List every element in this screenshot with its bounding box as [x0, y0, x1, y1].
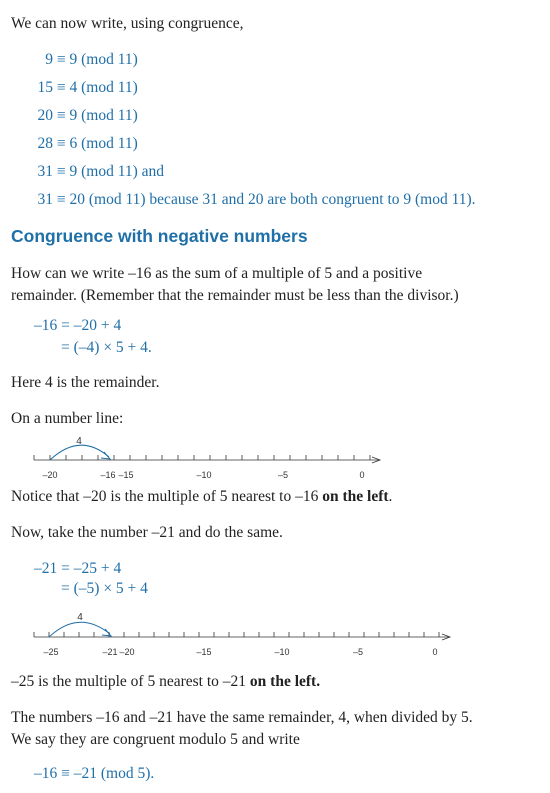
- notice-prefix: Notice that –20 is the multiple of 5 nearest to –16: [11, 488, 323, 505]
- congruence-lhs: 31: [37, 163, 53, 180]
- tick-label: –20: [119, 647, 135, 657]
- tick-label: –15: [118, 470, 134, 480]
- notice-text: [11, 489, 392, 505]
- congruence-rhs: 6 (mod 11): [69, 135, 138, 152]
- number-line-1: [0, 430, 550, 485]
- congruence-lhs: 31: [37, 191, 53, 208]
- number-line-2-ticks: [34, 632, 450, 637]
- congruence-row: [34, 52, 138, 68]
- remainder-arc: [49, 622, 110, 637]
- congruence-rhs: 9 (mod 11): [69, 107, 138, 124]
- question-paragraph: [11, 263, 541, 307]
- equiv-symbol: ≡: [56, 163, 66, 180]
- equation-1-line-1: –16 = –20 + 4: [34, 317, 122, 334]
- equiv-symbol: ≡: [56, 51, 66, 68]
- equiv-symbol: ≡: [56, 107, 66, 124]
- congruence-lhs: 15: [37, 79, 53, 96]
- tick-label: –15: [196, 647, 212, 657]
- equiv-symbol: ≡: [56, 79, 66, 96]
- equation-2-line-2: = (–5) × 5 + 4: [61, 580, 148, 597]
- congruence-row: [34, 108, 138, 124]
- tick-label: –10: [274, 647, 290, 657]
- nearest-prefix: –25 is the multiple of 5 nearest to –21: [11, 673, 250, 690]
- equiv-symbol: ≡: [56, 191, 66, 208]
- congruence-row: [34, 80, 138, 96]
- number-line-2: [0, 604, 550, 662]
- tick-label: –5: [277, 470, 289, 480]
- equation-1-line-2: = (–4) × 5 + 4.: [61, 339, 152, 356]
- tick-label: 0: [432, 647, 438, 657]
- tick-label: –10: [196, 470, 212, 480]
- remainder-arc: [50, 445, 109, 460]
- congruence-rhs: 9 (mod 11) and: [69, 163, 165, 180]
- tick-label: –16: [100, 470, 116, 480]
- intro-text: We can now write, using congruence,: [11, 15, 244, 32]
- congruence-lhs: 20: [37, 107, 53, 124]
- question-line: remainder. (Remember that the remainder must be less than the divisor.): [11, 287, 459, 304]
- congruence-lhs: 28: [37, 135, 53, 152]
- final-congruence: –16 ≡ –21 (mod 5).: [34, 765, 155, 782]
- same-remainder-paragraph: [11, 707, 541, 751]
- same-remainder-line: We say they are congruent modulo 5 and write: [11, 731, 300, 748]
- congruence-rhs: 20 (mod 11) because 31 and 20 are both congruent to 9 (mod 11).: [69, 191, 476, 208]
- arc-arrow-icon: [101, 452, 110, 459]
- number-line-intro: On a number line:: [11, 410, 124, 427]
- nearest-bold: on the left.: [249, 673, 321, 690]
- tick-label: –25: [43, 647, 59, 657]
- remainder-note: Here 4 is the remainder.: [11, 374, 160, 391]
- tick-label: –5: [352, 647, 364, 657]
- arc-arrow-icon: [102, 629, 111, 636]
- equation-2-line-1: –21 = –25 + 4: [34, 560, 122, 577]
- nearest-text: [11, 674, 320, 690]
- tick-label: –20: [42, 470, 58, 480]
- congruence-lhs: 9: [45, 51, 53, 68]
- congruence-row: [34, 164, 164, 180]
- arc-label: 4: [77, 612, 83, 623]
- congruence-rhs: 4 (mod 11): [69, 79, 138, 96]
- question-line: How can we write –16 as the sum of a multiple of 5 and a positive: [11, 265, 423, 282]
- equiv-symbol: ≡: [56, 135, 66, 152]
- number-line-1-ticks: [34, 455, 380, 460]
- notice-bold: on the left: [322, 488, 389, 505]
- congruence-rhs: 9 (mod 11): [69, 51, 138, 68]
- arc-label: 4: [76, 436, 82, 447]
- same-remainder-line: The numbers –16 and –21 have the same remainder, 4, when divided by 5.: [11, 709, 473, 726]
- section-heading: Congruence with negative numbers: [11, 226, 308, 246]
- congruence-row: [34, 192, 476, 208]
- congruence-row: [34, 136, 138, 152]
- tick-label: –21: [102, 647, 118, 657]
- notice-suffix: .: [388, 488, 393, 505]
- tick-label: 0: [359, 470, 365, 480]
- now-take-text: Now, take the number –21 and do the same.: [11, 524, 283, 541]
